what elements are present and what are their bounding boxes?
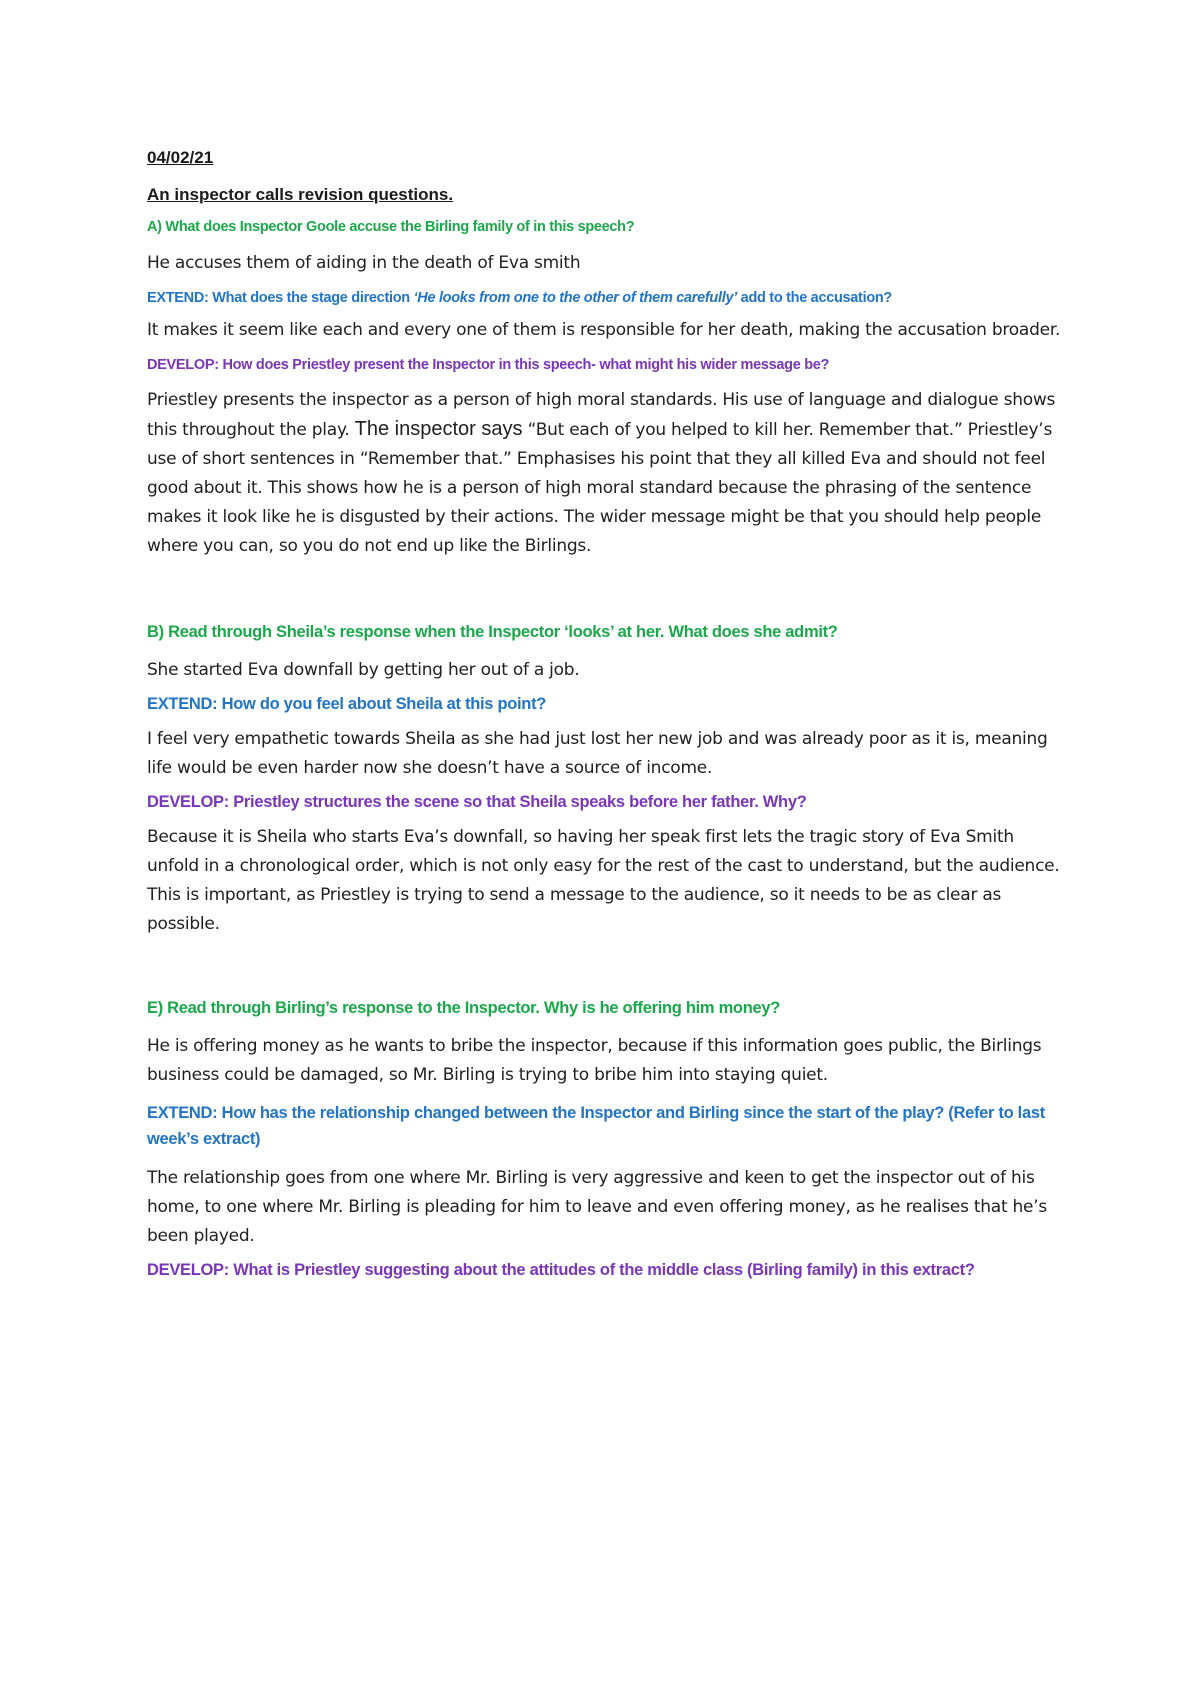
develop-question-a: DEVELOP: How does Priestley present the Inspector in this speech- what might his wider message be? (147, 357, 830, 373)
develop-question-b: DEVELOP: Priestley structures the scene so that Sheila speaks before her father. Why? (147, 793, 807, 811)
develop-answer-b: Because it is Sheila who starts Eva’s downfall, so having her speak first lets the tragic story of Eva Smith unfold in a chronological order, which is not only easy for the rest of the cast to understand, but the audience. This is important, as Priestley is trying to send a message to the audience, so it needs to be as clear as possible. (147, 827, 1060, 934)
extend-answer-b: I feel very empathetic towards Sheila as she had just lost her new job and was already poor as it is, meaning life would be even harder now she doesn’t have a source of income. (147, 729, 1048, 778)
answer-b: She started Eva downfall by getting her out of a job. (147, 660, 580, 680)
document-content (147, 148, 1062, 1280)
answer-e: He is offering money as he wants to bribe the inspector, because if this information goes public, the Birlings business could be damaged, so Mr. Birling is trying to bribe him into staying quiet. (147, 1036, 1042, 1085)
develop-a-part1: Priestley presents the inspector as a person of high moral standards. His use of language and dialogue shows this throughout the play. (147, 390, 1056, 440)
develop-a-part2: “But each of you helped to kill her. Remember that.” Priestley’s use of short sentences in “Remember that.” Emphasises his point that they all killed Eva and should not feel good about it. This shows how he is a person of high moral standard because the phrasing of the sentence makes it look like he is disgusted by their actions. The wider message might be that you should help people where you can, so you do not end up like the Birlings. (147, 420, 1053, 556)
extend-a-suffix: add to the accusation? (736, 290, 892, 306)
question-e: E) Read through Birling’s response to the Inspector. Why is he offering him money? (147, 999, 781, 1017)
question-b: B) Read through Sheila’s response when the Inspector ‘looks’ at her. What does she admit? (147, 623, 838, 641)
document-title: An inspector calls revision questions. (147, 185, 454, 204)
question-a: A) What does Inspector Goole accuse the Birling family of in this speech? (147, 219, 635, 235)
extend-answer-e: The relationship goes from one where Mr. Birling is very aggressive and keen to get the inspector out of his home, to one where Mr. Birling is pleading for him to leave and even offering money, as he realises that he’s been played. (147, 1168, 1048, 1246)
develop-a-highlight: The inspector says (354, 418, 523, 440)
extend-question-b: EXTEND: How do you feel about Sheila at this point? (147, 695, 547, 713)
extend-question-a (147, 290, 1062, 306)
extend-a-prefix: EXTEND: What does the stage direction (147, 290, 414, 306)
extend-answer-a: It makes it seem like each and every one of them is responsible for her death, making the accusation broader. (147, 320, 1061, 340)
develop-question-e: DEVELOP: What is Priestley suggesting about the attitudes of the middle class (Birling family) in this extract? (147, 1261, 975, 1279)
document-date: 04/02/21 (147, 148, 214, 167)
answer-a: He accuses them of aiding in the death of Eva smith (147, 253, 581, 273)
extend-question-e: EXTEND: How has the relationship changed between the Inspector and Birling since the start of the play? (Refer to last week’s extract) (147, 1104, 1045, 1148)
extend-a-quote: ‘He looks from one to the other of them carefully’ (413, 290, 737, 306)
develop-answer-a (147, 386, 1062, 561)
